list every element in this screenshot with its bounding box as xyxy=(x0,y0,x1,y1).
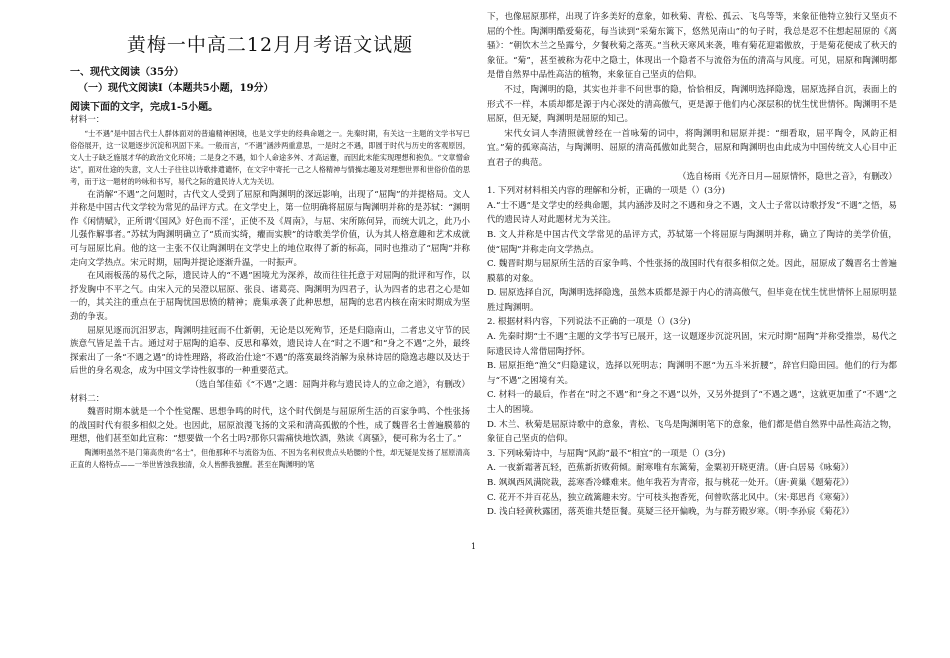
material-one-paragraph-4: 屈原见逐而沉汨罗志，陶渊明挂冠而不仕新朝，无论是以死殉节，还是归隐南山，二者忠义守节的民族意气皆足盖千古。通过对于屈陶的追奉、反思和摹效，遗民诗人在“时之不遇”和“身之不遇”之外，最终探索出了一条“不遇之遇”的诗性理路，将政治仕途“不遇”的落寞最终消解为泉林诗居的隐逸志趣以及达于后世的身名观念，成为中国文学诗性叙事的一种重要范式。 xyxy=(70,325,470,377)
question-2-option-a: A. 先秦时期“士不遇”主题的文学书写已展开，这一议题逐步沉淀巩固，宋元时期“屈陶”并称受推崇，易代之际遗民诗人常借屈陶抒怀。 xyxy=(487,332,897,357)
question-1-option-b: B. 文人并称是中国古代文学常见的品评方式，苏轼第一个将屈原与陶渊明并称，确立了陶诗的美学价值，使“屈陶”并称走向文学热点。 xyxy=(487,229,897,255)
right-column xyxy=(487,4,897,520)
question-1-option-c: C. 魏晋时期与屈原所生活的百家争鸣、个性张扬的战国时代有很多相似之处。因此，屈原成了魏晋名士普遍膜慕的对象。 xyxy=(487,259,897,284)
material-two-paragraph-3: 下，也像屈原那样，出现了许多美好的意象，如秋菊、青松、孤云、飞鸟等等，来象征他特立独行又坚贞不屈的个性。陶渊明酷爱菊花，每当读到“采菊东篱下，悠然见南山”的句子时，我总是忍不住想起屈原的《离骚》：“朝饮木兰之坠露兮，夕餐秋菊之落英。”当秋天寒风来袭，唯有菊花迎霜傲放，于是菊花便成了秋天的象征。“菊”，甚至被称为花中之隐士，体现出一个隐者不与流俗为伍的清高与风度。可见，屈原和陶渊明都是借自然界中品性高洁的植物，来象征自己坚贞的信仰。 xyxy=(487,12,897,81)
page-title: 黄梅一中高二12月月考语文试题 xyxy=(126,34,414,56)
material-one-paragraph-3: 在风雨板荡的易代之际，遗民诗人的“不遇”困境尤为深养，故而往往托意于对屈陶的批评和写作，以抒发胸中不平之气。由宋入元的吴澄以屈原、张良、诸葛亮、陶渊明为四君子，认为四者的忠君之心是如一的，其关注的重点在于屈陶忧国思愤的精神；鹿集承袭了此种思想，屈陶的忠君内核在南宋时期成为坚劲的争衷。 xyxy=(70,271,470,322)
question-1: 1. 下列对材料相关内容的理解和分析，正确的一项是（）(3分) xyxy=(487,186,725,197)
question-1-option-d: D. 屈原选择自沉，陶渊明选择隐逸，虽然本质都是源于内心的清高傲气，但毕竟在忧生忧世情怀上屈原明显胜过陶渊明。 xyxy=(487,288,897,313)
material-one-source: （选自邹佳茹《“不遇”之遇：屈陶并称与遗民诗人的立命之道》，有删改） xyxy=(190,379,470,390)
question-3-option-d: D. 浅白轻黄秋露团，落英谁共楚臣餐。莫疑三径开偏晚，为与群芳殿岁寒。（明·李孙宸《菊花》） xyxy=(487,507,855,518)
question-2: 2. 根据材料内容，下列说法不正确的一项是（）(3分) xyxy=(487,317,691,328)
material-two-paragraph-4: 不过，陶渊明的隐，其实也并非不问世事的隐，恰恰相反，陶渊明选择隐逸，屈原选择自沉，表面上的形式不一样，本质却都是源于内心深处的清高傲气，更是源于他们内心深层积的忧生忧世情怀。陶渊明不是屈原，但无疑，陶渊明是屈原的知己。 xyxy=(487,84,897,125)
material-two-label: 材料二： xyxy=(70,393,105,404)
subsection-heading: （一）现代文阅读Ⅰ（本题共5小题，19分） xyxy=(78,83,274,94)
question-1-option-a: A.“士不遇”是文学史的经典命题，其内涵涉及时之不遇和身之不遇，文人士子常以诗歌抒发“不遇”之悟，易代的遗民诗人对此题材尤为关注。 xyxy=(487,200,897,226)
question-2-option-b: B. 屈原拒绝“渔父”归隐建议，选择以死明志；陶渊明不愿“为五斗米折腰”，辞官归隐田园。他们的行为都与“不遇”之困境有关。 xyxy=(487,361,897,386)
question-2-option-c: C. 材料一的最后，作者在“时之不遇”和“身之不遇”以外，又另外提到了“不遇之遇”，这就更加重了“不遇”之士人的困境。 xyxy=(487,390,897,416)
page-number: 1 xyxy=(471,542,477,551)
instruction: 阅读下面的文字，完成1-5小题。 xyxy=(70,102,219,113)
material-two-paragraph-2: 陶渊明虽然不是门第高贵的“名士”，但他那种不与流俗为伍、不因为名利权贵点头哈腰的个性，却无疑是发扬了屈原清高正直的人格特点——一举世皆浊我独清，众人皆醉我独醒。甚至在陶渊明的笔 xyxy=(70,447,470,470)
material-two-source: （选自杨雨《光齐日月—屈原情怀，隐世之音》，有删改） xyxy=(677,171,897,182)
material-one-label: 材料一： xyxy=(70,115,105,125)
question-3: 3. 下列咏菊诗中，与屈陶“风韵”最不“相宜”的一项是（）(3分) xyxy=(487,448,726,459)
material-two-paragraph-5: 宋代女词人李清照就曾经在一首咏菊的词中，将陶渊明和屈原并提：“细看取，屈平陶令，风韵正相宜。”菊的孤寒高洁，与陶渊明、屈原的清高孤傲如此契合，屈原和陶渊明也由此成为中国传统文人心目中正直君子的典范。 xyxy=(487,128,897,168)
question-3-option-a: A. 一夜新霜著瓦轻，芭蕉新折败荷倾。耐寒唯有东篱菊，金粟初开晓更清。（唐·白居易《咏菊》） xyxy=(487,463,854,474)
question-3-option-c: C. 花开不并百花丛，独立疏篱趣未穷。宁可枝头抱香死，何曾吹落北风中。（宋·郑思肖《寒菊》） xyxy=(487,492,854,503)
material-one-paragraph-2: 在消解“不遇”之问题时，古代文人受到了屈原和陶渊明的深远影响，出现了“屈陶”的并提格局。文人并称是中国古代文学较为常见的品评方式。在文学史上，第一位明确将屈原与陶渊明并称的是苏轼：“渊明作《闲情赋》，正所谓‘《国风》好色而不淫’，正使不及《周南》，与屈、宋所陈何异，而统大讥之，此乃小儿强作解事者。”苏轼为陶渊明确立了“质而实绮，癯而实腴”的诗歌美学价值，认为其人格意趣和艺术成就可与屈原比肩。他的这一主张不仅让陶渊明在文学史上的地位取得了新的标高，同时也推动了“屈陶”并称走向文学热点。宋元时期，屈陶并提论逐渐升温，一时振声。 xyxy=(70,189,470,268)
left-column xyxy=(70,0,470,471)
material-one-paragraph-1: “士不遇”是中国古代士人群体面对的普遍精神困境，也是文学史的经典命题之一。先秦时期，有关这一主题的文学书写已俗俗展开，这一议题逐步沉淀和巩固下来。一般而言，“不遇”涵涉两重意思，一是时之不遇，即圆于时代与历史的客观原因，文人士子缺乏施展才华的政治文化环境；二是身之不遇，如个人命途多舛、才高运蹇，而因此未能实现理想和抱负。“文章憎命达”，面对仕途的失意，文人士子往往以诗歌排遣谴怀，在文字中寄托一己之人格精神与情操志趣及对理想世界和世俗价值的思考，而于这一题材的吟咏和书写，易代之际的遗民诗人尤为关切。 xyxy=(70,128,470,187)
section-heading: 一、现代文阅读（35分） xyxy=(70,67,184,78)
question-2-option-d: D. 木兰、秋菊是屈原诗歌中的意象，青松、飞鸟是陶渊明笔下的意象，他们都是借自然界中品性高洁之物，象征自己坚贞的信仰。 xyxy=(487,419,897,445)
material-two-paragraph-1: 魏晋时期本就是一个个性觉醒、思想争鸣的时代，这个时代倒是与屈原所生活的百家争鸣、个性张扬的战国时代有很多相似之处。也因此，屈原浪漫飞扬的文采和清高孤傲的个性，成了魏晋名士普遍膜慕的理想，他们甚至如此宣称：“想要做一个名士吗?那你只需痛快地饮酒，熟读《离骚》，便可称为名士了。” xyxy=(70,407,470,445)
question-3-option-b: B. 飒飒西风满院栽，蕊寒香冷蝶难来。他年我若为青帝，报与桃花一处开。（唐·黄巢《题菊花》） xyxy=(487,478,854,488)
